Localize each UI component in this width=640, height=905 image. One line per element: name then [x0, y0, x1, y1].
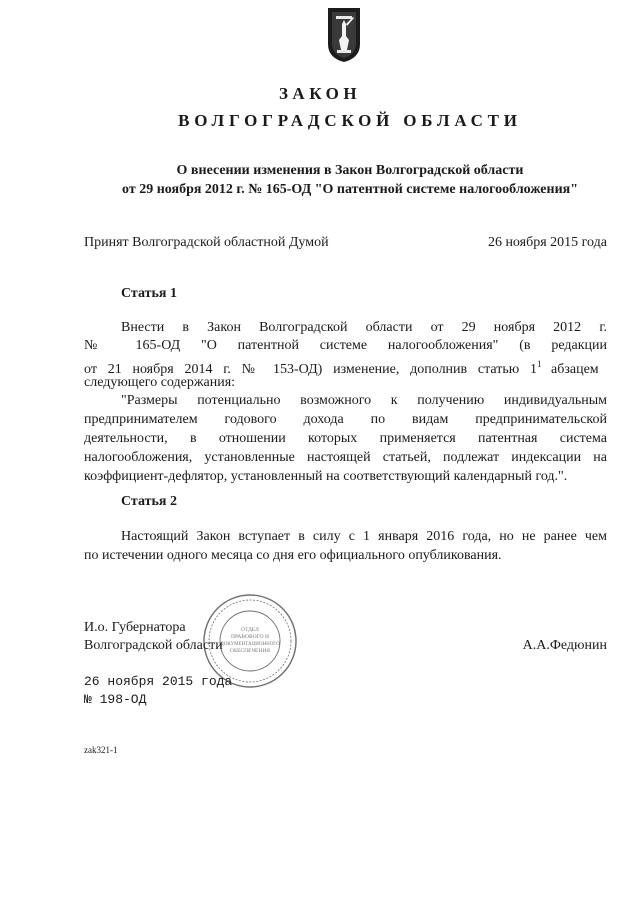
signatory-position-line1: И.о. Губернатора — [84, 620, 186, 635]
stamp-line1: ОТДЕЛ — [241, 627, 259, 633]
article1-p2-line3: деятельности, в отношении которых применяется патентная система — [84, 431, 607, 446]
stamp-line2: ПРАВОВОГО И — [231, 634, 269, 640]
article1-p1-line3-tail: абзацем — [551, 361, 599, 377]
article1-p1-line4: следующего содержания: — [84, 375, 236, 390]
signatory-name: А.А.Федюнин — [522, 638, 607, 653]
document-code: zak321-1 — [84, 745, 118, 755]
stamp-line3: ДОКУМЕНТАЦИОННОГО — [220, 642, 280, 647]
article1-heading: Статья 1 — [121, 286, 177, 301]
article1-p1-line3-text: от 21 ноября 2014 г. № 153-ОД) изменение, дополнив статью 1 — [84, 361, 537, 377]
coat-of-arms-emblem — [326, 6, 362, 64]
stamp-line4: ОБЕСПЕЧЕНИЯ — [229, 648, 271, 654]
article1-superscript: 1 — [537, 359, 542, 369]
adoption-date: 26 ноября 2015 года — [487, 235, 607, 250]
article2-line1: Настоящий Закон вступает в силу с 1 января 2016 года, но не ранее чем — [121, 529, 607, 544]
article1-p1-line1: Внести в Закон Волгоградской области от 29 ноября 2012 г. — [121, 320, 607, 335]
article2-heading: Статья 2 — [121, 494, 177, 509]
article2-line2: по истечении одного месяца со дня его официального опубликования. — [84, 548, 502, 563]
article1-p2-line1: "Размеры потенциально возможного к получению индивидуальным — [121, 393, 607, 408]
law-subtitle-line1: О внесении изменения в Закон Волгоградской области — [176, 163, 524, 178]
law-title: ЗАКОН — [278, 84, 362, 103]
signing-date: 26 ноября 2015 года — [84, 674, 233, 689]
article1-p2-line2: предпринимателем годового дохода по видам предпринимательской — [84, 412, 607, 427]
law-number: № 198-ОД — [84, 692, 147, 707]
law-subtitle-line2: от 29 ноября 2012 г. № 165-ОД "О патентной системе налогообложения" — [122, 182, 578, 197]
law-region-title: ВОЛГОГРАДСКОЙ ОБЛАСТИ — [178, 111, 522, 130]
signatory-position-line2: Волгоградской области — [84, 638, 223, 653]
article1-p2-line5: коэффициент-дефлятор, установленный на соответствующий календарный год.". — [84, 469, 568, 484]
article1-p2-line4: налогообложения, установленные настоящей статьей, подлежат индексации на — [84, 450, 607, 465]
article1-p1-line2: № 165-ОД "О патентной системе налогообложения" (в редакции — [84, 338, 607, 353]
adoption-text: Принят Волгоградской областной Думой — [84, 235, 329, 250]
